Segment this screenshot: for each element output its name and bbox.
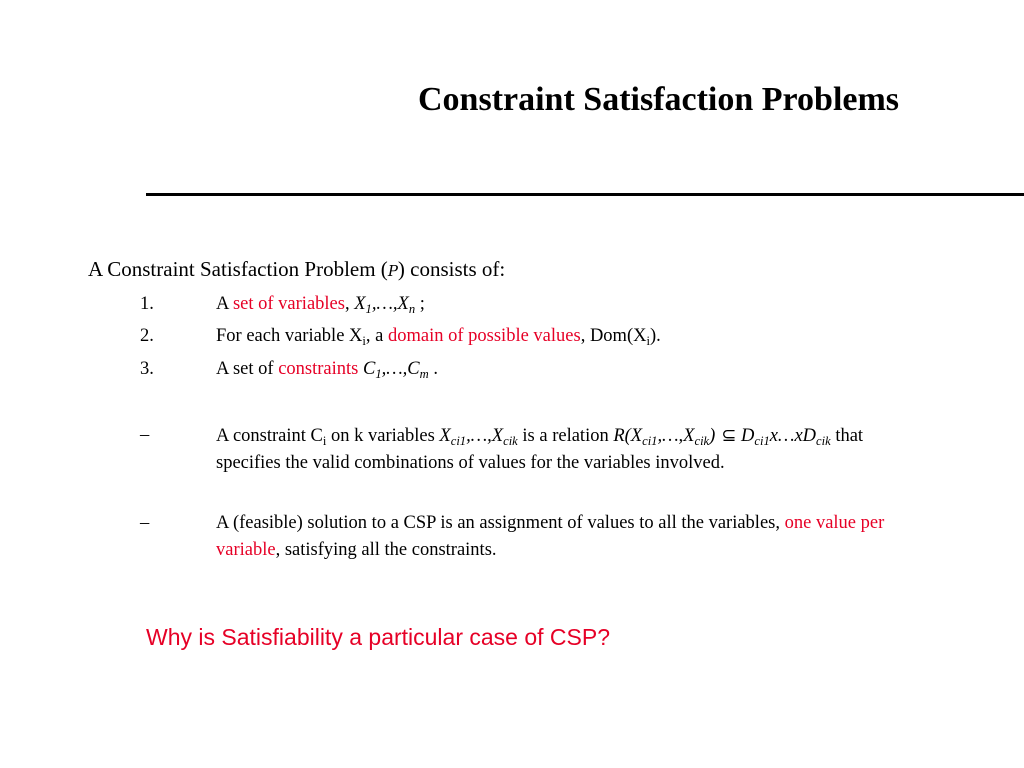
- list-text: ,: [344, 294, 355, 314]
- highlight-text: domain of possible values: [388, 326, 581, 346]
- title-rule: [146, 193, 1024, 196]
- list-text: .: [428, 359, 438, 379]
- list-body: [216, 323, 926, 350]
- subset-symbol: ⊆: [721, 425, 737, 445]
- problem-symbol: P: [387, 262, 398, 280]
- list-text: A set of: [216, 359, 279, 379]
- list-text: , a: [365, 326, 388, 346]
- math-text: $X_1,\dots,X_n$: [354, 294, 416, 317]
- highlight-text: set of variables: [232, 294, 345, 314]
- bullet-body: A (feasible) solution to a CSP is an assignment of values to all the variables, one value per variable, satisfying all the constraints.: [216, 513, 885, 560]
- closing-question: Why is Satisfiability a particular case of CSP?: [146, 624, 611, 650]
- list-text: For each variable X: [216, 326, 363, 346]
- list-marker: 1.: [140, 294, 154, 314]
- intro-text-before: A Constraint Satisfaction Problem (: [88, 257, 388, 281]
- list-text: , Dom(X: [580, 326, 647, 346]
- bullet-marker: –: [140, 425, 150, 445]
- intro-text-after: ) consists of:: [397, 257, 506, 281]
- list-body: [216, 291, 926, 318]
- list-text: A: [216, 294, 233, 314]
- list-marker: 3.: [140, 359, 154, 379]
- subscript: i: [362, 334, 366, 349]
- list-text: ;: [415, 294, 425, 314]
- list-text: ).: [649, 326, 661, 346]
- list-body: [216, 356, 926, 383]
- intro-line: [88, 255, 505, 285]
- bullet-marker: –: [140, 513, 150, 533]
- bullet-body: A constraint $C_i$ on k variables $X_{ci1},\dots,X_{cik}$ is a relation $R(X_{ci1},\dots,X_{cik})$ ⊆ $D_{ci1}x\dots xD_{cik}$ that specifies the valid combinations of values for the variables involved.: [216, 425, 864, 473]
- math-text: $C_1,\dots,C_m$: [362, 359, 429, 382]
- highlight-text: constraints: [278, 359, 359, 379]
- subscript: i: [646, 334, 650, 349]
- highlight-text: one value per variable: [216, 513, 885, 560]
- list-marker: 2.: [140, 326, 154, 346]
- slide-title: Constraint Satisfaction Problems: [418, 81, 900, 118]
